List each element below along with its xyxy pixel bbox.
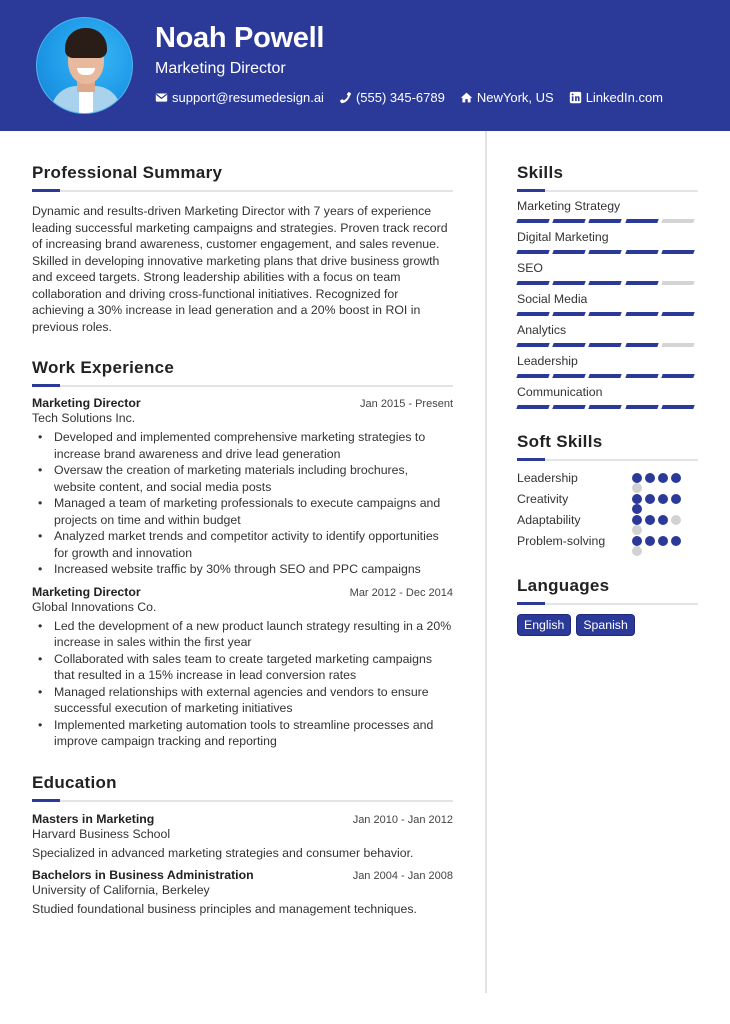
school: University of California, Berkeley [32, 882, 210, 897]
rating-dot [658, 473, 668, 483]
skill-level-bars [517, 312, 698, 316]
contact-linkedin[interactable] [569, 90, 663, 105]
resume-header [0, 0, 730, 131]
skill-label: Communication [517, 385, 603, 399]
soft-skill-rating [632, 515, 684, 525]
skills-section [517, 162, 698, 409]
section-rule [32, 800, 453, 802]
rating-dot [645, 536, 655, 546]
soft-skills-section [517, 431, 698, 551]
linkedin-icon [569, 91, 582, 104]
skill-level-segment [552, 374, 586, 378]
job-bullet: • Oversaw the creation of marketing materials including brochures, website content, and social media posts [32, 462, 453, 495]
sidebar-column [517, 162, 698, 636]
job-bullet: • Collaborated with sales team to create targeted marketing campaigns that resulted in a 15% increase in lead conversion rates [32, 651, 453, 684]
skill-item [517, 199, 698, 223]
contact-linkedin-text: LinkedIn.com [585, 90, 664, 105]
education-dates: Jan 2004 - Jan 2008 [352, 869, 453, 882]
soft-skills-list [517, 467, 698, 551]
skill-level-segment [589, 405, 623, 409]
skill-item [517, 292, 698, 316]
soft-skill-rating [632, 473, 684, 483]
language-badge: English [517, 614, 571, 636]
soft-skill-item [517, 509, 698, 530]
section-rule [32, 190, 453, 192]
section-rule [517, 459, 698, 461]
skill-level-segment [625, 219, 659, 223]
rating-dot [658, 494, 668, 504]
soft-skill-label: Adaptability [517, 512, 581, 527]
phone-icon [339, 91, 352, 104]
contact-email-text: support@resumedesign.ai [172, 90, 324, 105]
experience-section [32, 357, 453, 750]
rating-dot [645, 515, 655, 525]
degree: Bachelors in Business Administration [32, 867, 254, 882]
skill-level-segment [625, 250, 659, 254]
rating-dot [645, 494, 655, 504]
skill-item [517, 230, 698, 254]
soft-skill-item [517, 488, 698, 509]
contact-email[interactable] [155, 90, 324, 105]
soft-skill-label: Leadership [517, 470, 578, 485]
skill-level-bars [517, 343, 698, 347]
skill-level-bars [517, 405, 698, 409]
skill-level-bars [517, 281, 698, 285]
job-bullet: • Developed and implemented comprehensive marketing strategies to increase brand awareness and drive lead generation [32, 429, 453, 462]
skill-item [517, 261, 698, 285]
skill-level-segment [516, 374, 550, 378]
main-column [32, 162, 453, 916]
skill-level-bars [517, 219, 698, 223]
skill-level-segment [589, 374, 623, 378]
section-heading: Education [32, 772, 117, 792]
soft-skill-item [517, 530, 698, 551]
job-role: Marketing Director [32, 584, 141, 599]
rating-dot [632, 546, 642, 556]
candidate-name: Noah Powell [155, 22, 325, 54]
skill-level-segment [552, 250, 586, 254]
skill-level-segment [661, 281, 695, 285]
section-rule [32, 385, 453, 387]
section-heading: Work Experience [32, 358, 175, 377]
job-bullet: • Analyzed market trends and competitor activity to identify opportunities for growth and innovation [32, 528, 453, 561]
rating-dot [671, 536, 681, 546]
rating-dot [671, 515, 681, 525]
skill-level-segment [516, 343, 550, 347]
job-bullet: • Managed relationships with external agencies and vendors to ensure successful execution of marketing initiatives [32, 684, 453, 717]
education-description: Studied foundational business principles and management techniques. [32, 901, 417, 916]
contact-phone-text: (555) 345-6789 [355, 90, 445, 105]
soft-skill-rating [632, 494, 684, 504]
skill-level-segment [589, 281, 623, 285]
education-entry [32, 868, 453, 916]
contact-list [155, 90, 678, 105]
job-bullet: • Managed a team of marketing professionals to execute campaigns and projects on time and within budget [32, 495, 453, 528]
section-heading: Soft Skills [517, 432, 603, 451]
skill-level-segment [516, 219, 550, 223]
languages-list [517, 614, 698, 636]
contact-phone[interactable] [339, 90, 445, 105]
skill-level-segment [552, 343, 586, 347]
school: Harvard Business School [32, 826, 171, 841]
rating-dot [632, 525, 642, 535]
skill-label: Digital Marketing [517, 230, 609, 244]
job-bullet: • Led the development of a new product launch strategy resulting in a 20% increase in sales within the first year [32, 618, 453, 651]
language-badge: Spanish [576, 614, 634, 636]
skill-level-segment [516, 281, 550, 285]
section-rule [517, 190, 698, 192]
skill-level-segment [516, 312, 550, 316]
skill-label: Social Media [517, 292, 588, 306]
skill-level-segment [625, 374, 659, 378]
job-entry [32, 396, 453, 578]
section-heading: Professional Summary [32, 163, 223, 182]
job-bullets [32, 618, 453, 750]
contact-location [460, 90, 554, 105]
section-heading: Languages [517, 576, 610, 595]
rating-dot [671, 494, 681, 504]
skill-level-segment [625, 343, 659, 347]
education-description: Specialized in advanced marketing strategies and consumer behavior. [32, 845, 414, 860]
skill-level-segment [589, 219, 623, 223]
skill-level-segment [589, 312, 623, 316]
rating-dot [632, 515, 642, 525]
skill-label: Marketing Strategy [517, 199, 621, 213]
languages-section [517, 575, 698, 636]
soft-skill-label: Problem-solving [517, 533, 606, 548]
rating-dot [632, 536, 642, 546]
skill-item [517, 354, 698, 378]
skill-level-segment [589, 250, 623, 254]
skill-level-segment [661, 219, 695, 223]
soft-skill-rating [632, 536, 684, 546]
job-role: Marketing Director [32, 396, 141, 410]
skill-level-segment [625, 405, 659, 409]
summary-section [32, 162, 453, 335]
skills-list [517, 199, 698, 409]
skill-level-segment [552, 405, 586, 409]
job-bullet: • Increased website traffic by 30% through SEO and PPC campaigns [32, 561, 453, 578]
rating-dot [632, 504, 642, 514]
envelope-icon [155, 91, 168, 104]
job-dates: Jan 2015 - Present [360, 398, 453, 410]
skill-level-segment [552, 312, 586, 316]
skill-level-segment [661, 343, 695, 347]
skill-level-segment [625, 281, 659, 285]
column-divider [485, 131, 487, 993]
rating-dot [632, 483, 642, 493]
skill-level-segment [552, 281, 586, 285]
section-heading: Skills [517, 163, 564, 182]
job-dates: Mar 2012 - Dec 2014 [349, 586, 453, 599]
job-bullet: • Implemented marketing automation tools to streamline processes and improve campaign tracking and reporting [32, 717, 453, 750]
skill-level-segment [516, 405, 550, 409]
rating-dot [632, 473, 642, 483]
rating-dot [632, 494, 642, 504]
profile-photo [36, 17, 133, 114]
soft-skill-item [517, 467, 698, 488]
skill-label: Analytics [517, 323, 567, 337]
job-company: Global Innovations Co. [32, 599, 157, 614]
skill-level-bars [517, 374, 698, 378]
skill-level-segment [661, 374, 695, 378]
education-section [32, 772, 453, 916]
degree: Masters in Marketing [32, 811, 155, 826]
contact-location-text: NewYork, US [476, 90, 554, 105]
skill-label: Leadership [517, 354, 578, 368]
job-company: Tech Solutions Inc. [32, 411, 136, 425]
rating-dot [671, 473, 681, 483]
section-rule [517, 603, 698, 605]
skill-level-segment [552, 219, 586, 223]
job-entry [32, 585, 453, 750]
skill-item [517, 323, 698, 347]
rating-dot [658, 536, 668, 546]
skill-level-segment [661, 250, 695, 254]
education-dates: Jan 2010 - Jan 2012 [352, 813, 453, 826]
skill-label: SEO [517, 261, 543, 275]
skill-level-segment [589, 343, 623, 347]
candidate-title: Marketing Director [155, 60, 286, 77]
summary-text: Dynamic and results-driven Marketing Director with 7 years of experience leading successful marketing campaigns and strategies. Proven track record of increasing brand awareness, customer engagement, and sales revenue. Skilled in developing innovative marketing plans that drive business growth and exceed targets. Strong leadership abilities with a focus on team collaboration and driving cross-functional initiatives. Recognized for achieving a 30% increase in lead generation and a 20% boost in ROI in previous roles. [32, 204, 448, 334]
rating-dot [645, 473, 655, 483]
skill-item [517, 385, 698, 409]
education-entry [32, 812, 453, 860]
skill-level-segment [516, 250, 550, 254]
rating-dot [658, 515, 668, 525]
soft-skill-label: Creativity [517, 491, 569, 506]
skill-level-segment [661, 312, 695, 316]
home-icon [460, 91, 473, 104]
job-bullets [32, 429, 453, 578]
skill-level-segment [661, 405, 695, 409]
skill-level-segment [625, 312, 659, 316]
skill-level-bars [517, 250, 698, 254]
